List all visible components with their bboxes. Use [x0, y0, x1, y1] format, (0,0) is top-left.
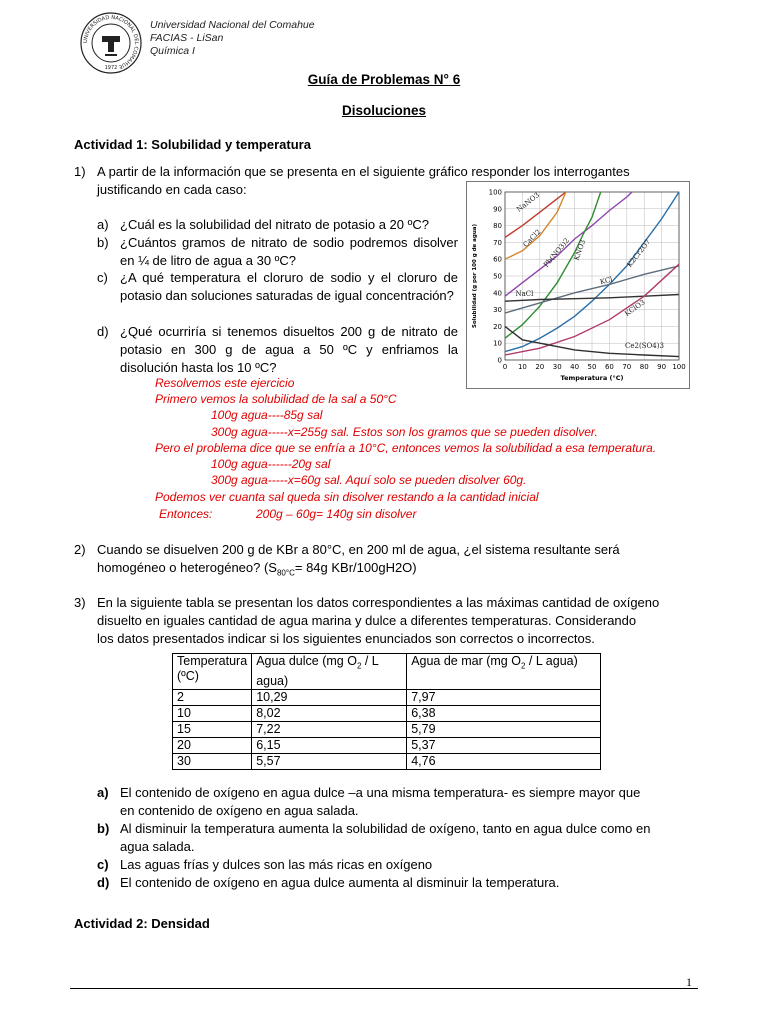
table-row	[173, 705, 601, 721]
y-tick-label: 10	[493, 339, 502, 348]
statement-d-line1: El contenido de oxígeno en agua dulce aumenta al disminuir la temperatura.	[120, 875, 560, 890]
solution-line-4: 300g agua-----x=255g sal. Estos son los gramos que se pueden disolver.	[211, 425, 598, 439]
page-number: 1	[686, 975, 692, 989]
solution-line-1: Resolvemos este ejercicio	[155, 376, 295, 390]
table-cell: 5,37	[407, 737, 601, 753]
q1-text-line2: justificando en cada caso:	[97, 182, 247, 197]
table-cell: 6,38	[407, 705, 601, 721]
table-cell: 10	[173, 705, 252, 721]
guide-title: Guía de Problemas N° 6	[307, 72, 461, 87]
solution-line-7: 300g agua-----x=60g sal. Aquí solo se pueden disolver 60g.	[211, 473, 527, 487]
x-tick-label: 10	[517, 363, 527, 371]
q1-item-b-letter: b)	[97, 235, 109, 250]
q1-item-c-letter: c)	[97, 270, 108, 285]
svg-text:UNIVERSIDAD NACIONAL DEL COMAH: UNIVERSIDAD NACIONAL DEL COMAHUE	[82, 14, 140, 70]
footer-rule	[70, 988, 698, 989]
university-seal-logo	[80, 12, 142, 74]
y-tick-label: 40	[493, 289, 502, 298]
table-header-cell: Agua dulce (mg $O_2$ / L agua)	[252, 654, 407, 690]
series-label: CaCl2	[521, 227, 543, 249]
x-tick-label: 0	[502, 363, 508, 371]
x-tick-label: 50	[587, 363, 597, 371]
header-course: Química I	[150, 45, 195, 57]
y-tick-label: 90	[493, 205, 502, 214]
q1-item-d-text: ¿Qué ocurriría si tenemos disueltos 200 g de nitrato de potasio en 300 g de agua a 50 ºC y enfriamos la disolución hasta los 10 ºC?	[120, 324, 458, 375]
activity1-title: Actividad 1: Solubilidad y temperatura	[74, 137, 311, 152]
y-tick-label: 20	[493, 322, 502, 331]
table-cell: 5,79	[407, 721, 601, 737]
solution-line-6: 100g agua------20g sal	[211, 457, 331, 471]
table-row	[173, 689, 601, 705]
y-axis-label: Solubilidad (g por 100 g de agua)	[472, 224, 478, 328]
q1-item-d-letter: d)	[97, 324, 109, 339]
q1-number: 1)	[74, 164, 86, 179]
table-cell: 20	[173, 737, 252, 753]
table-row	[173, 737, 601, 753]
series-label: KClO3	[623, 298, 647, 318]
svg-text:1972: 1972	[104, 65, 118, 71]
solution-line-5: Pero el problema dice que se enfría a 10°C, entonces vemos la solubilidad a esa temperatura.	[155, 441, 657, 455]
table-cell: 10,29	[252, 689, 407, 705]
y-tick-label: 80	[493, 222, 502, 231]
solution-line-10: 200g – 60g= 140g sin disolver	[256, 507, 417, 521]
series-label: Ce2(SO4)3	[625, 342, 664, 351]
q2-line1: Cuando se disuelven 200 g de KBr a 80°C, en 200 ml de agua, ¿el sistema resultante será	[97, 542, 620, 557]
table-cell: 5,57	[252, 753, 407, 769]
series-label: NaNO3	[515, 191, 542, 214]
y-tick-label: 30	[493, 306, 502, 315]
table-header-row	[173, 654, 601, 690]
solution-line-3: 100g agua----85g sal	[211, 408, 323, 422]
x-tick-label: 100	[672, 363, 686, 371]
table-cell: 7,97	[407, 689, 601, 705]
solution-line-9: Entonces:	[159, 507, 213, 521]
table-cell: 6,15	[252, 737, 407, 753]
x-tick-label: 20	[535, 363, 545, 371]
y-tick-label: 60	[493, 255, 502, 264]
table-cell: 15	[173, 721, 252, 737]
statement-d-letter: d)	[97, 875, 110, 890]
statement-a-line2: en contenido de oxígeno en agua salada.	[120, 803, 359, 818]
series-label: K2Cr2O7	[625, 237, 653, 269]
x-tick-label: 90	[657, 363, 667, 371]
q2-line2: homogéneo o heterogéneo? ($S_{80^\circ C}= 84g$ KBr/100gH2O)	[97, 560, 417, 578]
q3-line2: disuelto en iguales cantidad de agua marina y dulce a diferentes temperaturas. Considerando	[97, 613, 637, 628]
oxygen-table	[172, 653, 601, 770]
series-label: KNO3	[572, 238, 588, 262]
statement-b-line1: Al disminuir la temperatura aumenta la solubilidad de oxígeno, tanto en agua dulce como en	[120, 821, 651, 836]
statement-a-line1: El contenido de oxígeno en agua dulce –a una misma temperatura- es siempre mayor que	[120, 785, 641, 800]
table-header-cell: Agua de mar (mg $O_2$ / L agua)	[407, 654, 601, 690]
guide-subtitle: Disoluciones	[341, 103, 427, 118]
statement-a-letter: a)	[97, 785, 109, 800]
x-tick-label: 80	[639, 363, 649, 371]
x-tick-label: 30	[552, 363, 562, 371]
activity2-title: Actividad 2: Densidad	[74, 916, 210, 931]
table-cell: 2	[173, 689, 252, 705]
q1-text-line1: A partir de la información que se presenta en el siguiente gráfico responder los interrogantes	[97, 164, 630, 179]
table-cell: 4,76	[407, 753, 601, 769]
table-cell: 8,02	[252, 705, 407, 721]
table-cell: 7,22	[252, 721, 407, 737]
y-tick-label: 100	[488, 188, 502, 197]
x-tick-label: 70	[622, 363, 632, 371]
x-tick-label: 60	[604, 363, 614, 371]
statement-b-line2: agua salada.	[120, 839, 195, 854]
table-cell: 30	[173, 753, 252, 769]
q1-item-b-text: ¿Cuántos gramos de nitrato de sodio podremos disolver en ¼ de litro de agua a 30 ºC?	[120, 235, 458, 268]
y-tick-label: 0	[497, 356, 502, 365]
x-tick-label: 40	[570, 363, 580, 371]
q2-number: 2)	[74, 542, 86, 557]
header-university: Universidad Nacional del Comahue	[150, 19, 315, 31]
q3-number: 3)	[74, 595, 86, 610]
series-label: Pb(NO3)2	[542, 236, 572, 269]
header-faculty: FACIAS - LiSan	[150, 32, 224, 44]
solubility-chart	[466, 181, 690, 389]
y-tick-label: 70	[493, 238, 502, 247]
x-axis-label: Temperatura (°C)	[560, 374, 624, 382]
statement-b-letter: b)	[97, 821, 110, 836]
series-label: KCl	[599, 275, 614, 287]
statement-c-letter: c)	[97, 857, 109, 872]
table-row	[173, 753, 601, 769]
table-row	[173, 721, 601, 737]
series-label: NaCl	[515, 290, 534, 299]
solubility-chart-svg	[467, 182, 689, 388]
q1-item-a-letter: a)	[97, 217, 109, 232]
statement-c-line1: Las aguas frías y dulces son las más ricas en oxígeno	[120, 857, 433, 872]
y-tick-label: 50	[493, 272, 502, 281]
q1-item-c-text: ¿A qué temperatura el cloruro de sodio y el cloruro de potasio dan soluciones saturadas de igual concentración?	[120, 270, 458, 303]
table-header-cell: Temperatura (ºC)	[173, 654, 252, 690]
solution-line-8: Podemos ver cuanta sal queda sin disolver restando a la cantidad inicial	[155, 490, 539, 504]
q3-line1: En la siguiente tabla se presentan los datos correspondientes a las máximas cantidad de oxígeno	[97, 595, 660, 610]
q1-item-a-text: ¿Cuál es la solubilidad del nitrato de potasio a 20 ºC?	[120, 217, 429, 232]
q3-line3: los datos presentados indicar si los siguientes enunciados son correctos o incorrectos.	[97, 631, 595, 646]
solution-line-2: Primero vemos la solubilidad de la sal a 50°C	[155, 392, 397, 406]
